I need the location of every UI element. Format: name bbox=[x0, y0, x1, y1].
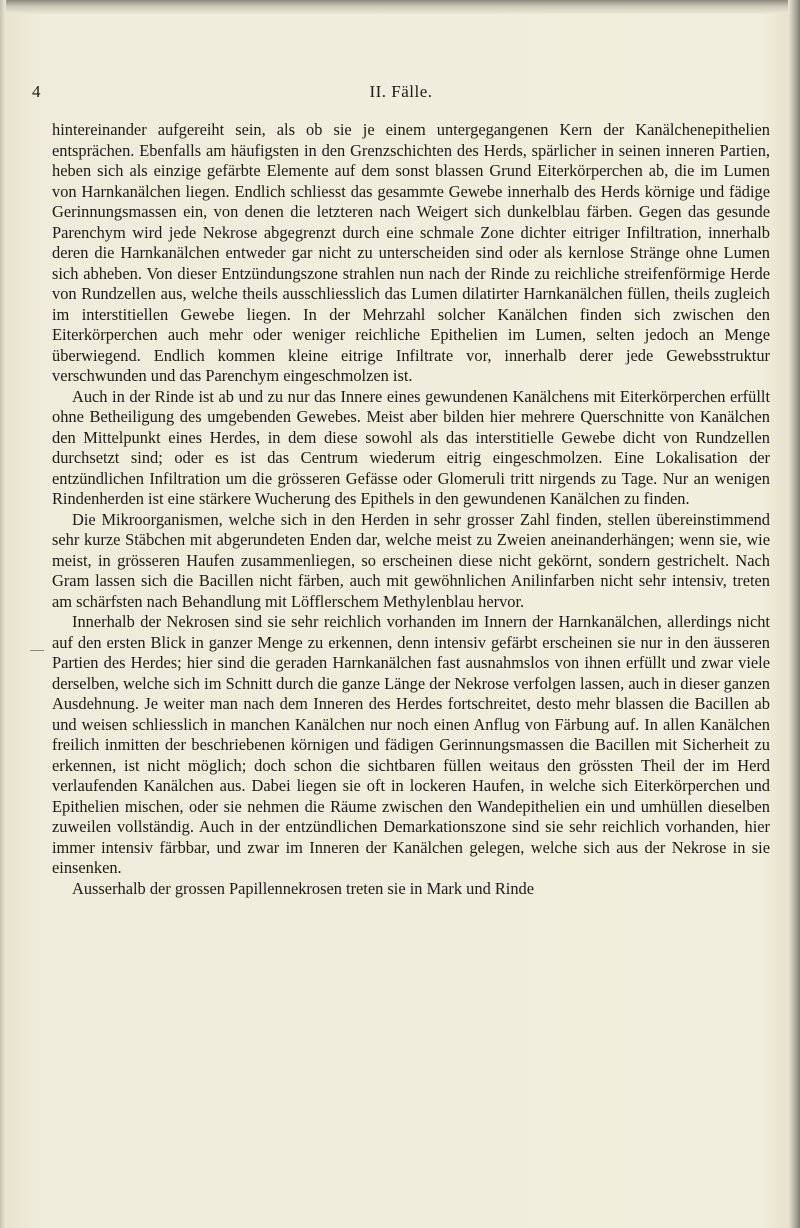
paragraph-1: hintereinander aufgereiht sein, als ob sie je einem untergegangenen Kern der Kanälchenepithelien entsprächen. Ebenfalls am häufigsten in den Grenzschichten des Herds, spärlicher in seinen inneren Partien, heben sich als einzige gefärbte Elemente auf dem sonst blassen Grund Eiterkörperchen ab, die im Lumen von Harnkanälchen liegen. Endlich schliesst das gesammte Gewebe innerhalb des Herds körnige und fädige Gerinnungsmassen ein, von denen die letzteren nach Weigert sich dunkelblau färben. Gegen das gesunde Parenchym wird jede Nekrose abgegrenzt durch eine schmale Zone dichter eitriger Infiltration, innerhalb deren die Harnkanälchen entweder gar nicht zu unterscheiden sind oder als kernlose Stränge ohne Lumen sich abheben. Von dieser Entzündungszone strahlen nun nach der Rinde zu reichliche streifenförmige Herde von Rundzellen aus, welche theils ausschliesslich das Lumen dilatirter Harnkanälchen füllen, theils zugleich im interstitiellen Gewebe liegen. In der Mehrzahl solcher Kanälchen finden sich zwischen den Eiterkörperchen auch mehr oder weniger reichliche Epithelien im Lumen, selten jedoch an Menge überwiegend. Endlich kommen kleine eitrige Infiltrate vor, innerhalb derer jede Gewebsstruktur verschwunden und das Parenchym eingeschmolzen ist. bbox=[52, 120, 770, 385]
page-header bbox=[32, 82, 770, 106]
running-head: II. Fälle. bbox=[369, 82, 433, 101]
paragraph-2: Auch in der Rinde ist ab und zu nur das Innere eines gewundenen Kanälchens mit Eiterkörperchen erfüllt ohne Betheiligung des umgebenden Gewebes. Meist aber bilden hier mehrere Querschnitte von Kanälchen den Mittelpunkt eines Herdes, in dem diese sowohl als das interstitielle Gewebe dicht von Rundzellen durchsetzt sind; oder es ist das Centrum wiederum eitrig eingeschmolzen. Eine Lokalisation der entzündlichen Infiltration um die grösseren Gefässe oder Glomeruli tritt nirgends zu Tage. Nur an wenigen Rindenherden ist eine stärkere Wucherung des Epithels in den gewundenen Kanälchen zu finden. bbox=[52, 386, 770, 508]
paragraph-5: Ausserhalb der grossen Papillennekrosen treten sie in Mark und Rinde bbox=[72, 878, 535, 898]
margin-mark bbox=[30, 650, 44, 651]
page-number: 4 bbox=[32, 82, 41, 101]
page-body bbox=[52, 120, 770, 899]
page-left-edge bbox=[0, 0, 6, 1228]
page-right-edge bbox=[788, 0, 800, 1228]
paragraph-3: Die Mikroorganismen, welche sich in den Herden in sehr grosser Zahl finden, stellen übereinstimmend sehr kurze Stäbchen mit abgerundeten Enden dar, welche meist zu Zweien aneinanderhängen; wenn sie, wie meist, in grösseren Haufen zusammenliegen, so erscheinen diese nicht gekörnt, sondern gestrichelt. Nach Gram lassen sich die Bacillen nicht färben, auch mit gewöhnlichen Anilinfarben nicht sehr intensiv, treten am schärfsten nach Behandlung mit Löfflerschem Methylenblau hervor. bbox=[52, 509, 770, 611]
page-top-edge bbox=[0, 0, 800, 14]
paragraph-4: Innerhalb der Nekrosen sind sie sehr reichlich vorhanden im Innern der Harnkanälchen, allerdings nicht auf den ersten Blick in ganzer Menge zu erkennen, denn intensiv gefärbt erscheinen sie nur in den äusseren Partien des Herdes; hier sind die geraden Harnkanälchen fast ausnahmslos von ihnen erfüllt und zwar viele derselben, welche sich im Schnitt durch die ganze Länge der Nekrose verfolgen lassen, auch in dieser ganzen Ausdehnung. Je weiter man nach dem Inneren des Herdes fortschreitet, desto mehr blassen die Bacillen ab und weisen schliesslich in manchen Kanälchen nur noch einen Anflug von Färbung auf. In allen Kanälchen freilich inmitten der beschriebenen körnigen und fädigen Gerinnungsmassen die Bacillen mit Sicherheit zu erkennen, ist nicht möglich; doch schon die sichtbaren füllen weitaus den grössten Theil der im Herd verlaufenden Kanälchen aus. Dabei liegen sie oft in lockeren Haufen, in welche sich Eiterkörperchen und Epithelien mischen, oder sie nehmen die Räume zwischen den Wandepithelien ein und umhüllen dieselben zuweilen vollständig. Auch in der entzündlichen Demarkationszone sind sie sehr reichlich vorhanden, hier immer intensiv färbbar, und zwar im Inneren der Kanälchen gelegen, welche sich aus der Nekrose in sie einsenken. bbox=[52, 612, 770, 877]
